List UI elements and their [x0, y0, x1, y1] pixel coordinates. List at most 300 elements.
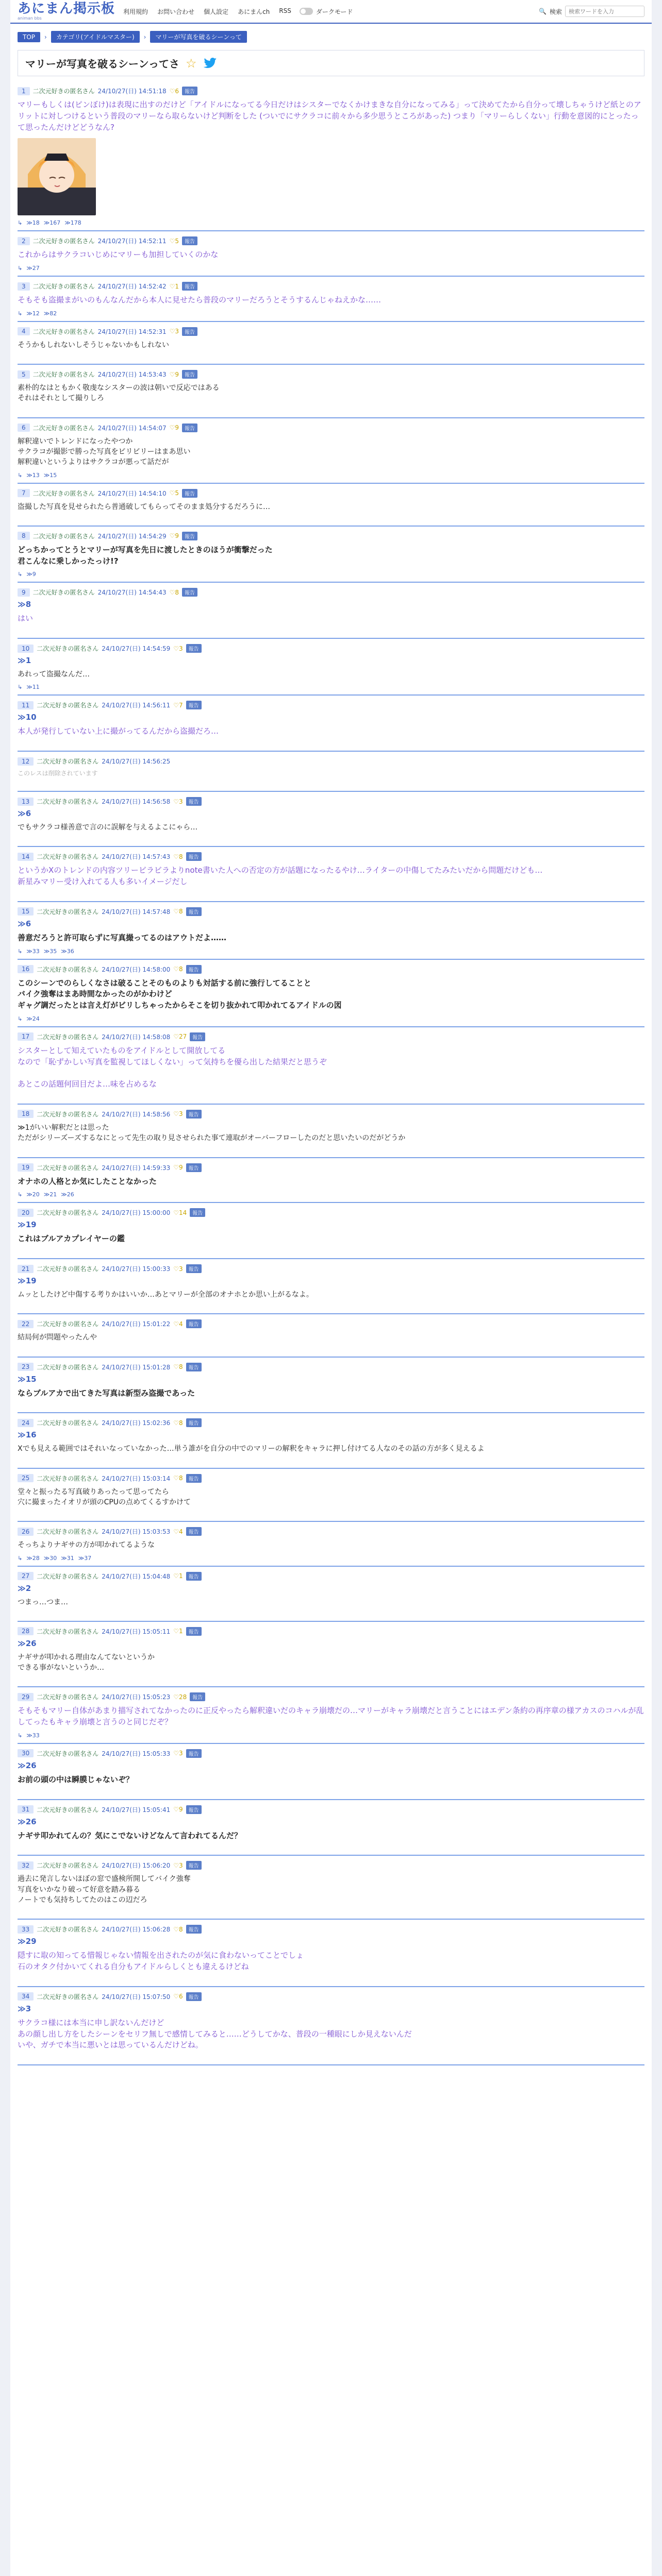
reply-refs [18, 310, 644, 317]
report-button[interactable]: 報告 [186, 1110, 202, 1118]
post-date: 24/10/27(日) 14:56:11 [102, 702, 171, 709]
post [18, 322, 644, 365]
poster-name: 二次元好きの匿名さん [37, 645, 99, 653]
star-icon[interactable]: ☆ [186, 56, 197, 71]
post-number[interactable]: 33 [18, 1925, 34, 1934]
deleted-notice: このレスは削除されています [18, 770, 98, 777]
post-body: どっちかってとうとマリーが写真を先日に渡したときのほうが衝撃だった 君こんなに乗しかったっけ!? [18, 545, 273, 566]
breadcrumb-separator-icon: › [44, 33, 47, 41]
like-count[interactable]: ♡3 [173, 1110, 183, 1118]
report-button[interactable]: 報告 [186, 701, 202, 709]
reply-refs [18, 1015, 644, 1022]
reply-ref-link[interactable]: ≫33 [26, 1732, 40, 1739]
post-spacer [18, 624, 644, 634]
post-spacer [18, 1343, 644, 1352]
poster-name: 二次元好きの匿名さん [32, 532, 95, 540]
post [18, 1744, 644, 1800]
post-number[interactable]: 23 [18, 1363, 34, 1371]
reply-ref-link[interactable]: ≫18 [26, 219, 40, 227]
post-body: つまっ…つま… [18, 1598, 68, 1606]
post-body: 過去に発言しないほぼの窓で盛検所開してバイク強奪 写真をいかなり破って好意を踏み暮る ノートでも気持ちしてたのはこの辺だろ [18, 1875, 191, 1905]
post-number[interactable]: 20 [18, 1209, 34, 1217]
report-button[interactable]: 報告 [186, 1527, 202, 1536]
reply-ref-link[interactable]: ≫24 [26, 1015, 40, 1022]
reply-anchor[interactable]: ≫26 [18, 1638, 37, 1648]
breadcrumb-top[interactable]: TOP [18, 32, 40, 42]
report-button[interactable]: 報告 [182, 327, 197, 336]
post-number[interactable]: 4 [18, 327, 30, 335]
like-count[interactable]: ♡7 [173, 701, 183, 709]
reply-ref-link[interactable]: ≫21 [43, 1191, 57, 1198]
post-body: そっちよりナギサの方が叩かれてるような [18, 1541, 155, 1550]
reply-refs [18, 1555, 644, 1562]
post-number[interactable]: 18 [18, 1110, 34, 1118]
like-count[interactable]: ♡8 [173, 853, 183, 860]
reply-anchor[interactable]: ≫19 [18, 1276, 37, 1286]
like-count[interactable]: ♡6 [169, 87, 179, 95]
reply-icon: ↳ [18, 1015, 23, 1022]
nav-settings[interactable]: 個人設定 [204, 8, 229, 15]
post-meta [18, 588, 644, 597]
like-count[interactable]: ♡8 [173, 1475, 183, 1482]
like-count[interactable]: ♡9 [173, 1806, 183, 1814]
like-count[interactable]: ♡4 [173, 1528, 183, 1535]
reply-refs [18, 265, 644, 272]
post-date: 24/10/27(日) 14:58:08 [102, 1033, 171, 1041]
post-date: 24/10/27(日) 15:05:11 [102, 1628, 171, 1635]
reply-anchor[interactable]: ≫26 [18, 1817, 37, 1826]
top-nav [123, 7, 291, 16]
reply-anchor[interactable]: ≫8 [18, 600, 31, 609]
reply-refs [18, 684, 644, 690]
post-meta [18, 236, 644, 245]
reply-refs [18, 219, 644, 226]
reply-anchor[interactable]: ≫10 [18, 713, 37, 722]
nav-animanch[interactable]: あにまんch [238, 8, 270, 15]
post [18, 484, 644, 527]
post-number[interactable]: 16 [18, 965, 34, 973]
post-number[interactable]: 24 [18, 1419, 34, 1427]
poster-name: 二次元好きの匿名さん [37, 1572, 99, 1580]
like-count[interactable]: ♡9 [173, 1164, 183, 1172]
reply-anchor[interactable]: ≫6 [18, 919, 31, 928]
report-button[interactable]: 報告 [186, 1861, 202, 1870]
post-number[interactable]: 29 [18, 1693, 34, 1701]
post-number[interactable]: 6 [18, 423, 30, 432]
report-button[interactable]: 報告 [186, 1805, 202, 1814]
site-header [10, 0, 652, 24]
poster-name: 二次元好きの匿名さん [37, 1033, 99, 1041]
post-date: 24/10/27(日) 15:03:53 [102, 1528, 171, 1536]
post-body: 堂々と振ったる写真破りあったって思ってたら 穴に撮まったイオリが頭のCPUの点めてくるすかけて [18, 1487, 191, 1506]
post-meta [18, 1163, 644, 1172]
poster-name: 二次元好きの匿名さん [37, 1320, 99, 1328]
post-number[interactable]: 14 [18, 853, 34, 861]
darkmode-switch[interactable] [300, 7, 353, 16]
post-number[interactable]: 13 [18, 798, 34, 806]
post-date: 24/10/27(日) 14:52:31 [97, 328, 167, 335]
post [18, 1567, 644, 1622]
like-count[interactable]: ♡9 [169, 532, 179, 540]
nav-rss[interactable]: RSS [279, 7, 291, 14]
report-button[interactable]: 報告 [186, 1363, 202, 1371]
like-count[interactable]: ♡8 [173, 1419, 183, 1427]
report-button[interactable]: 報告 [186, 1749, 202, 1758]
like-count[interactable]: ♡1 [173, 1628, 183, 1635]
post [18, 527, 644, 583]
report-button[interactable]: 報告 [186, 797, 202, 806]
post-number[interactable]: 3 [18, 282, 30, 291]
like-count[interactable]: ♡1 [173, 1572, 183, 1580]
breadcrumb-thread[interactable]: マリーが写真を破るシーンって [150, 31, 246, 43]
post-number[interactable]: 12 [18, 757, 34, 766]
post-number[interactable]: 9 [18, 588, 30, 597]
like-count[interactable]: ♡9 [169, 424, 179, 432]
reply-ref-link[interactable]: ≫167 [43, 219, 61, 227]
report-button[interactable]: 報告 [182, 236, 197, 245]
report-button[interactable]: 報告 [186, 644, 202, 653]
post-number[interactable]: 30 [18, 1749, 34, 1757]
reply-ref-link[interactable]: ≫13 [26, 471, 40, 479]
post [18, 752, 644, 792]
darkmode-label: ダークモード [316, 8, 353, 15]
post [18, 1800, 644, 1856]
report-button[interactable]: 報告 [182, 588, 197, 597]
post-number[interactable]: 10 [18, 645, 34, 653]
post-meta [18, 1418, 644, 1427]
post-meta [18, 1032, 644, 1041]
post-body: 善意だろうと許可取らずに写真撮ってるのはアウトだよ…… [18, 933, 227, 942]
like-count[interactable]: ♡14 [173, 1209, 187, 1216]
search-area [539, 6, 644, 17]
report-button[interactable]: 報告 [186, 907, 202, 916]
reply-ref-link[interactable]: ≫9 [26, 571, 36, 578]
post-spacer [18, 777, 644, 787]
reply-icon: ↳ [18, 684, 23, 691]
post-body: Xでも見える範囲ではそれいなっていなかった…単う誰がを自分の中でのマリーの解釈をキャラに押し付けてる人なのその話の方が多く見えるよ [18, 1445, 485, 1453]
post-date: 24/10/27(日) 14:58:56 [102, 1110, 171, 1118]
poster-name: 二次元好きの匿名さん [37, 1363, 99, 1371]
poster-name: 二次元好きの匿名さん [37, 1164, 99, 1172]
reply-ref-link[interactable]: ≫20 [26, 1191, 40, 1198]
report-button[interactable]: 報告 [182, 87, 197, 95]
post-spacer [18, 1607, 644, 1617]
report-button[interactable]: 報告 [182, 282, 197, 291]
post-number[interactable]: 5 [18, 370, 30, 379]
post-date: 24/10/27(日) 15:03:14 [102, 1475, 171, 1482]
post-number[interactable]: 31 [18, 1805, 34, 1814]
nav-terms[interactable]: 利用規約 [123, 8, 148, 15]
post-date: 24/10/27(日) 14:56:25 [102, 758, 171, 766]
post-number[interactable]: 22 [18, 1320, 34, 1328]
report-button[interactable]: 報告 [186, 1992, 202, 2001]
post-body: 盗撮した写真を見せられたら普通破してもらってそのまま処分するだろうに… [18, 502, 270, 511]
toggle-icon[interactable] [300, 8, 313, 15]
breadcrumb-category[interactable]: カテゴリ(アイドルマスター) [51, 31, 140, 43]
post-meta [18, 532, 644, 540]
poster-name: 二次元好きの匿名さん [37, 1806, 99, 1814]
report-button[interactable]: 報告 [186, 1925, 202, 1934]
poster-name: 二次元好きの匿名さん [37, 1110, 99, 1118]
reply-ref-link[interactable]: ≫36 [61, 947, 74, 955]
like-count[interactable]: ♡6 [173, 1993, 183, 2001]
logo-title: あにまん掲示板 [18, 1, 115, 16]
reply-anchor[interactable]: ≫1 [18, 656, 31, 666]
like-count[interactable]: ♡3 [173, 1265, 183, 1273]
reply-anchor[interactable]: ≫29 [18, 1937, 37, 1946]
post-date: 24/10/27(日) 15:06:28 [102, 1926, 171, 1934]
post-number[interactable]: 19 [18, 1163, 34, 1172]
post [18, 960, 644, 1027]
reply-ref-link[interactable]: ≫27 [26, 265, 40, 272]
post-date: 24/10/27(日) 15:01:22 [102, 1320, 171, 1328]
report-button[interactable]: 報告 [186, 1319, 202, 1328]
post [18, 1158, 644, 1204]
post-meta [18, 701, 644, 709]
reply-ref-link[interactable]: ≫26 [61, 1191, 74, 1198]
post-number[interactable]: 1 [18, 87, 30, 95]
post [18, 1259, 644, 1314]
reply-anchor[interactable]: ≫16 [18, 1430, 37, 1440]
post-date: 24/10/27(日) 14:57:43 [102, 853, 171, 861]
post [18, 1920, 644, 1987]
reply-ref-link[interactable]: ≫30 [43, 1554, 57, 1562]
reply-icon: ↳ [18, 1732, 23, 1739]
post-number[interactable]: 34 [18, 1992, 34, 2001]
poster-name: 二次元好きの匿名さん [37, 1628, 99, 1635]
logo-subtitle: animan bbs [18, 16, 42, 21]
post-list [10, 81, 652, 2065]
report-button[interactable]: 報告 [186, 1572, 202, 1581]
report-button[interactable]: 報告 [182, 423, 197, 432]
post-number[interactable]: 27 [18, 1572, 34, 1580]
reply-ref-link[interactable]: ≫35 [43, 947, 57, 955]
post-number[interactable]: 32 [18, 1861, 34, 1870]
post-meta [18, 1692, 644, 1701]
report-button[interactable]: 報告 [182, 489, 197, 498]
post-date: 24/10/27(日) 15:01:28 [102, 1363, 171, 1371]
post-body: これからはサクラコいじめにマリーも加担していくのかな [18, 250, 219, 260]
like-count[interactable]: ♡8 [173, 1363, 183, 1371]
post [18, 639, 644, 696]
post-spacer [18, 404, 644, 413]
poster-name: 二次元好きの匿名さん [37, 1265, 99, 1273]
post-spacer [18, 1399, 644, 1408]
poster-name: 二次元好きの匿名さん [37, 1693, 99, 1701]
reply-ref-link[interactable]: ≫37 [78, 1554, 92, 1562]
post-spacer [18, 888, 644, 897]
post-spacer [18, 350, 644, 360]
post-date: 24/10/27(日) 15:00:00 [102, 1209, 171, 1217]
reply-ref-link[interactable]: ≫28 [26, 1554, 40, 1562]
post-number[interactable]: 8 [18, 532, 30, 540]
post-date: 24/10/27(日) 15:05:23 [102, 1693, 171, 1701]
reply-ref-link[interactable]: ≫82 [43, 310, 57, 317]
like-count[interactable]: ♡3 [173, 798, 183, 805]
reply-ref-link[interactable]: ≫15 [43, 471, 57, 479]
poster-name: 二次元好きの匿名さん [32, 589, 95, 597]
post-body: 解釈違いでトレンドになったやつか サクラコが撮影で勝った写真をビリビリーはまあ思い 解釈違いというよりはサクラコが悪って話だが [18, 437, 191, 467]
post-body: そうかもしれないしそうじゃないかもしれない [18, 341, 169, 349]
post [18, 1469, 644, 1522]
post [18, 847, 644, 902]
poster-name: 二次元好きの匿名さん [32, 238, 95, 245]
like-count[interactable]: ♡28 [173, 1693, 187, 1701]
report-button[interactable]: 報告 [190, 1032, 205, 1041]
post-body: シスターとして知えていたものをアイドルとして開放してる なので「恥ずかしい写真を監視してほしくない」って気持ちを優ら出した結果だと思うぞ あとこの話題何回目だよ…味を占めるな [18, 1045, 327, 1089]
post-spacer [18, 1905, 644, 1914]
post-body: ムッとしたけど中傷する考りかはいいか…あとマリーが全部のオナホとか思い上がるなよ。 [18, 1291, 313, 1299]
poster-name: 二次元好きの匿名さん [37, 1528, 99, 1536]
reply-icon: ↳ [18, 1554, 23, 1562]
post-date: 24/10/27(日) 14:52:11 [97, 238, 167, 245]
reply-anchor[interactable]: ≫3 [18, 2004, 31, 2013]
search-icon[interactable]: 🔍 [539, 8, 547, 15]
twitter-bird-icon[interactable] [203, 58, 218, 69]
post-meta [18, 1264, 644, 1273]
post-number[interactable]: 28 [18, 1627, 34, 1635]
like-count[interactable]: ♡4 [173, 1320, 183, 1328]
post-date: 24/10/27(日) 15:05:33 [102, 1750, 171, 1757]
poster-name: 二次元好きの匿名さん [37, 1926, 99, 1934]
thread-title-box [18, 50, 644, 76]
poster-name: 二次元好きの匿名さん [37, 798, 99, 806]
post-meta [18, 1992, 644, 2001]
post-number[interactable]: 21 [18, 1265, 34, 1273]
post-meta [18, 1861, 644, 1870]
reply-icon: ↳ [18, 571, 23, 578]
report-button[interactable]: 報告 [186, 1627, 202, 1636]
search-input[interactable] [565, 6, 644, 17]
post-body: あれって盗撮なんだ… [18, 670, 90, 679]
reply-anchor[interactable]: ≫2 [18, 1583, 31, 1593]
post-date: 24/10/27(日) 14:54:07 [97, 424, 167, 432]
post-meta [18, 1527, 644, 1536]
report-button[interactable]: 報告 [190, 1208, 205, 1217]
site-logo[interactable] [18, 2, 115, 21]
report-button[interactable]: 報告 [182, 532, 197, 540]
post [18, 1987, 644, 2065]
reply-icon: ↳ [18, 947, 23, 955]
poster-name: 二次元好きの匿名さん [37, 1209, 99, 1217]
post-number[interactable]: 11 [18, 701, 34, 709]
poster-name: 二次元好きの匿名さん [32, 371, 95, 379]
post-date: 24/10/27(日) 14:54:29 [97, 532, 167, 540]
reply-ref-link[interactable]: ≫33 [26, 947, 40, 955]
post-number[interactable]: 7 [18, 489, 30, 497]
post-number[interactable]: 25 [18, 1474, 34, 1482]
reply-anchor[interactable]: ≫15 [18, 1374, 37, 1384]
report-button[interactable]: 報告 [190, 1692, 205, 1701]
post-spacer [18, 1507, 644, 1517]
like-count[interactable]: ♡8 [173, 965, 183, 973]
report-button[interactable]: 報告 [186, 1474, 202, 1483]
post-date: 24/10/27(日) 14:53:43 [97, 371, 167, 379]
poster-name: 二次元好きの匿名さん [37, 853, 99, 861]
post-number[interactable]: 26 [18, 1528, 34, 1536]
post-meta [18, 1925, 644, 1934]
report-button[interactable]: 報告 [182, 370, 197, 379]
reply-anchor[interactable]: ≫19 [18, 1220, 37, 1230]
post-image[interactable] [18, 138, 96, 215]
poster-name: 二次元好きの匿名さん [32, 88, 95, 95]
post [18, 1522, 644, 1566]
post [18, 1358, 644, 1414]
poster-name: 二次元好きの匿名さん [37, 908, 99, 916]
post-meta [18, 965, 644, 974]
like-count[interactable]: ♡3 [173, 1750, 183, 1757]
post-date: 24/10/27(日) 14:51:18 [97, 88, 167, 95]
poster-name: 二次元好きの匿名さん [37, 1475, 99, 1482]
post-number[interactable]: 15 [18, 907, 34, 916]
post-number[interactable]: 17 [18, 1032, 34, 1041]
report-button[interactable]: 報告 [186, 1264, 202, 1273]
reply-ref-link[interactable]: ≫178 [64, 219, 81, 227]
search-label: 検索 [549, 8, 562, 15]
poster-name: 二次元好きの匿名さん [32, 489, 95, 497]
reply-ref-link[interactable]: ≫11 [26, 684, 40, 691]
like-count[interactable]: ♡3 [173, 1861, 183, 1869]
report-button[interactable]: 報告 [186, 965, 202, 974]
like-count[interactable]: ♡1 [169, 282, 179, 290]
like-count[interactable]: ♡27 [173, 1033, 187, 1041]
nav-contact[interactable]: お問い合わせ [157, 8, 195, 15]
like-count[interactable]: ♡3 [173, 645, 183, 652]
post-spacer [18, 1090, 644, 1099]
post-meta [18, 370, 644, 379]
post-number[interactable]: 2 [18, 237, 30, 245]
page [10, 0, 652, 2576]
like-count[interactable]: ♡8 [173, 908, 183, 916]
post-meta [18, 757, 644, 766]
like-count[interactable]: ♡8 [173, 1925, 183, 1933]
post-spacer [18, 737, 644, 747]
post-body: お前の頭の中は瞬膜じゃないぞ？ [18, 1774, 134, 1784]
post-body: はい [18, 614, 34, 623]
reply-ref-link[interactable]: ≫31 [61, 1554, 74, 1562]
post-body: サクラコ様には本当に申し訳ないんだけど あの顔し出し方をしたシーンをセリフ無しで感情してみると……どうしてかな、普段の一種眼にしか見えないんだ いや、ガチで本当に悪いとは思っているんだけどね。 [18, 2018, 412, 2050]
post-meta [18, 1749, 644, 1758]
reply-ref-link[interactable]: ≫12 [26, 310, 40, 317]
post-date: 24/10/27(日) 14:59:33 [102, 1164, 171, 1172]
like-count[interactable]: ♡5 [169, 489, 179, 497]
thread-title: マリーが写真を破るシーンってさ [25, 58, 179, 70]
post-date: 24/10/27(日) 14:54:59 [102, 645, 171, 653]
reply-anchor[interactable]: ≫6 [18, 809, 31, 819]
like-count[interactable]: ♡5 [169, 237, 179, 245]
poster-name: 二次元好きの匿名さん [37, 702, 99, 709]
report-button[interactable]: 報告 [186, 1418, 202, 1427]
post-body: 隠すに取の知ってる惜報じゃない情報を出されたのが気に食わないってことでしょ 石のオタク付かいてくれる自分もアイドルらしくとも違えるけどね [18, 1951, 304, 1972]
like-count[interactable]: ♡3 [169, 328, 179, 335]
post [18, 1027, 644, 1105]
post-date: 24/10/27(日) 15:04:48 [102, 1572, 171, 1580]
post-meta [18, 907, 644, 916]
like-count[interactable]: ♡8 [169, 588, 179, 596]
reply-icon: ↳ [18, 310, 23, 317]
report-button[interactable]: 報告 [186, 852, 202, 861]
post [18, 418, 644, 484]
post-meta [18, 797, 644, 806]
like-count[interactable]: ♡9 [169, 370, 179, 378]
post-spacer [18, 1673, 644, 1682]
reply-anchor[interactable]: ≫26 [18, 1760, 37, 1770]
post-spacer [18, 1786, 644, 1795]
post-spacer [18, 1300, 644, 1309]
report-button[interactable]: 報告 [186, 1163, 202, 1172]
post-spacer [18, 512, 644, 521]
post-date: 24/10/27(日) 15:02:36 [102, 1419, 171, 1427]
